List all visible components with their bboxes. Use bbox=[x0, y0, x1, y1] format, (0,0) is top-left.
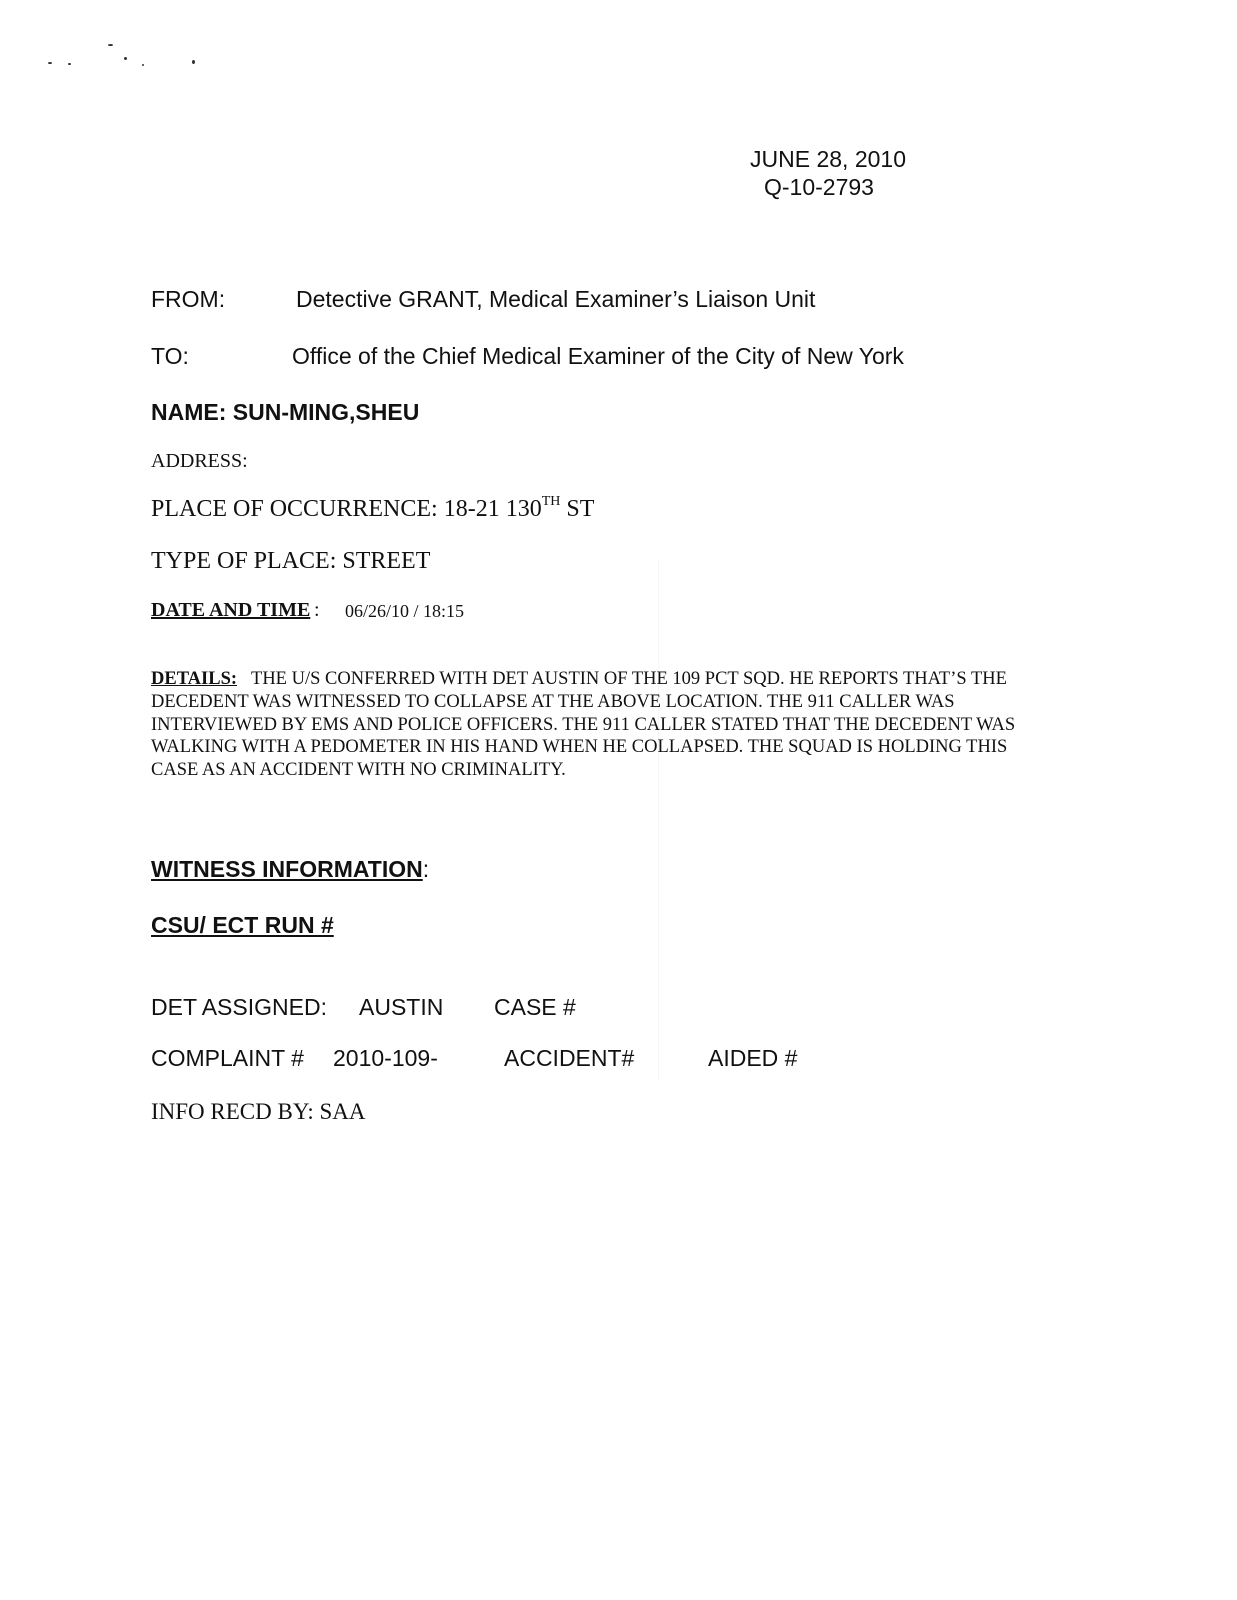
info-received-by: INFO RECD BY: SAA bbox=[151, 1099, 366, 1124]
date-time-value: 06/26/10 / 18:15 bbox=[345, 601, 465, 621]
complaint-label: COMPLAINT # bbox=[151, 1045, 304, 1071]
place-suffix: ST bbox=[560, 496, 595, 522]
aided-label: AIDED # bbox=[708, 1045, 798, 1071]
date-time-label: DATE AND TIME bbox=[151, 599, 311, 621]
document-date: JUNE 28, 2010 bbox=[750, 146, 906, 172]
case-number: Q-10-2793 bbox=[764, 174, 874, 200]
address-label: ADDRESS: bbox=[151, 450, 248, 472]
scan-speck bbox=[192, 60, 195, 64]
accident-label: ACCIDENT# bbox=[504, 1045, 635, 1071]
place-of-occurrence bbox=[151, 496, 594, 523]
case-number-label: CASE # bbox=[494, 994, 576, 1020]
csu-ect-run-heading: CSU/ ECT RUN # bbox=[151, 912, 334, 938]
place-prefix: PLACE OF OCCURRENCE: 18-21 130 bbox=[151, 496, 542, 522]
scan-speck bbox=[124, 57, 127, 60]
scan-speck bbox=[68, 63, 71, 65]
scan-speck bbox=[48, 62, 52, 64]
details-text: THE U/S CONFERRED WITH DET AUSTIN OF THE 109 PCT SQD. HE REPORTS THAT’S THE DECEDENT WAS WITNESSED TO COLLAPSE AT THE ABOVE LOCATION. THE 911 CALLER WAS INTERVIEWED BY EMS AND POLICE OFFICERS. THE 911 CALLER STATED THAT THE DECEDENT WAS WALKING WITH A PEDOMETER IN HIS HAND WHEN HE COLLAPSED. THE SQUAD IS HOLDING THIS CASE AS AN ACCIDENT WITH NO CRIMINALITY. bbox=[151, 669, 1016, 781]
witness-colon: : bbox=[422, 856, 430, 882]
type-of-place: TYPE OF PLACE: STREET bbox=[151, 548, 431, 574]
details-label: DETAILS: bbox=[151, 669, 238, 689]
witness-label: WITNESS INFORMATION bbox=[151, 856, 423, 882]
witness-information-heading bbox=[151, 856, 429, 883]
decedent-name: NAME: SUN-MING,SHEU bbox=[151, 399, 420, 425]
det-assigned-label: DET ASSIGNED: bbox=[151, 994, 327, 1020]
place-superscript: TH bbox=[541, 494, 561, 509]
details-paragraph bbox=[151, 668, 1031, 782]
to-value: Office of the Chief Medical Examiner of the City of New York bbox=[292, 343, 904, 369]
date-time-colon: : bbox=[314, 599, 320, 621]
from-label: FROM: bbox=[151, 286, 226, 312]
complaint-value: 2010-109- bbox=[333, 1045, 438, 1071]
scan-speck bbox=[108, 44, 113, 46]
det-assigned-value: AUSTIN bbox=[359, 994, 444, 1020]
scan-fold-line bbox=[658, 560, 659, 1080]
scan-speck bbox=[142, 64, 144, 66]
from-value: Detective GRANT, Medical Examiner’s Liaison Unit bbox=[296, 286, 816, 312]
to-label: TO: bbox=[151, 343, 189, 369]
